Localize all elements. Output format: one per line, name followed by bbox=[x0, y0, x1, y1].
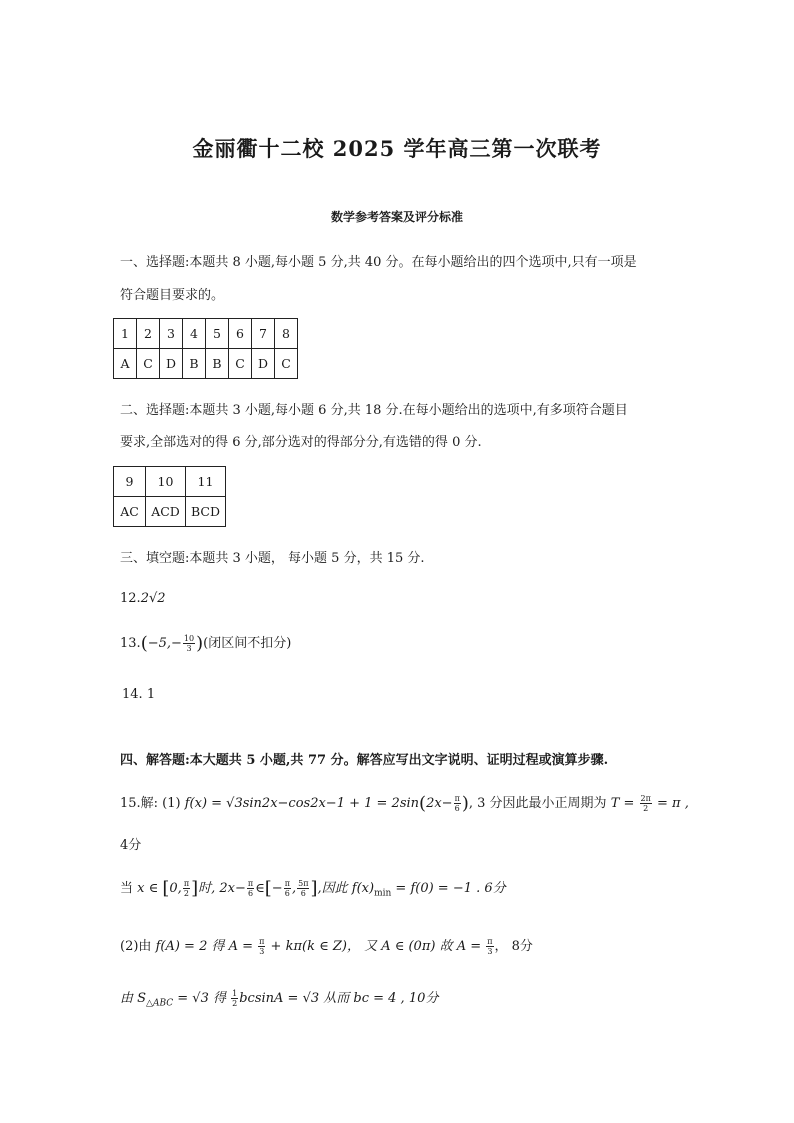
section1-intro-line2: 符合题目要求的。 bbox=[120, 288, 225, 303]
math-segment: = f(0) = −1 . 6分 bbox=[391, 881, 506, 896]
q14-answer: 1 bbox=[146, 687, 156, 702]
math-segment: f(A) = 2 得 A = bbox=[155, 939, 258, 954]
math-segment: = √3 得 bbox=[173, 991, 231, 1006]
question-number: 6 bbox=[229, 319, 252, 349]
question-number: 2 bbox=[137, 319, 160, 349]
subscript-min: min bbox=[374, 888, 392, 899]
section2-intro-line1: 二、选择题:本题共 3 小题,每小题 6 分,共 18 分.在每小题给出的选项中,有多项符合题目 bbox=[120, 403, 628, 418]
text-segment: (2)由 bbox=[120, 939, 156, 954]
answer-cell: BCD bbox=[186, 497, 226, 527]
text-segment: 当 bbox=[120, 881, 138, 896]
math-segment: 时, 2x− bbox=[198, 881, 246, 896]
section1-intro-line1: 一、选择题:本题共 8 小题,每小题 5 分,共 40 分。在每小题给出的四个选项中,只有一项是 bbox=[120, 255, 637, 270]
text-segment: ， 8分 bbox=[494, 939, 533, 954]
q15-expression: f(x) = √3sin2x−cos2x−1 + 1 = 2sin bbox=[184, 796, 420, 811]
fraction-pi-6: $\frac{\pi}{6}$ bbox=[284, 879, 290, 898]
section1-answer-table bbox=[113, 318, 298, 379]
math-segment: ,因此 f(x) bbox=[317, 881, 375, 896]
q13-answer-part: −5,− bbox=[147, 636, 182, 651]
subscript-triangle: △ABC bbox=[146, 998, 174, 1009]
question-number: 9 bbox=[114, 467, 146, 497]
fraction-5pi-6: $\frac{5\pi}{6}$ bbox=[298, 879, 309, 898]
question-number: 3 bbox=[160, 319, 183, 349]
question-number: 4 bbox=[183, 319, 206, 349]
q13-fraction: $\frac{10}{3}$ bbox=[183, 634, 195, 653]
q15-interval-line: 当 x ∈ [0, $\frac{\pi}{2}$ ]时, 2x− $\frac{\pi}{6}$ ∈[− $\frac{\pi}{6}$ , $\frac{5\pi}{6}$ ],因此 $f(x)_{min} = f(0) = -1$ . 6分 bbox=[120, 878, 506, 899]
q15-part2-line bbox=[120, 935, 533, 956]
fraction-1-2: $\frac{1}{2}$ bbox=[232, 989, 238, 1008]
q15-period-value: = π , bbox=[652, 796, 689, 811]
table-row-answers bbox=[114, 349, 298, 379]
answer-q13: 13.(−5,− $\frac{10}{3}$ )(闭区间不扣分) bbox=[120, 633, 292, 654]
section4-intro: 四、解答题:本大题共 5 小题,共 77 分。解答应写出文字说明、证明过程或演算步骤. bbox=[120, 753, 609, 768]
math-segment: ∈ bbox=[255, 881, 265, 896]
q15-inner: 2x− bbox=[426, 796, 453, 811]
answer-cell: B bbox=[206, 349, 229, 379]
answer-cell: C bbox=[229, 349, 252, 379]
math-segment: 由 S bbox=[120, 991, 147, 1006]
q13-note: (闭区间不扣分) bbox=[203, 636, 292, 651]
answer-q14 bbox=[122, 687, 155, 702]
math-segment: + kπ(k ∈ Z)， 又 A ∈ (0π) 故 A = bbox=[266, 939, 486, 954]
table-row-answers bbox=[114, 497, 226, 527]
fraction-pi-3: $\frac{\pi}{3}$ bbox=[487, 937, 493, 956]
answer-cell: D bbox=[252, 349, 275, 379]
fraction-pi-6: $\frac{\pi}{6}$ bbox=[247, 879, 254, 898]
math-segment: − bbox=[271, 881, 283, 896]
answer-cell: ACD bbox=[146, 497, 186, 527]
question-number: 10 bbox=[146, 467, 186, 497]
question-number: 5 bbox=[206, 319, 229, 349]
fraction-pi-3: $\frac{\pi}{3}$ bbox=[259, 937, 265, 956]
q12-label: 12. bbox=[120, 591, 141, 606]
fraction-2pi-2: $\frac{2\pi}{2}$ bbox=[640, 794, 651, 813]
math-segment: x ∈ bbox=[137, 881, 163, 896]
section2-intro-line2: 要求,全部选对的得 6 分,部分选对的得部分分,有选错的得 0 分. bbox=[120, 435, 482, 450]
q15-prefix: 15.解: (1) bbox=[120, 796, 185, 811]
fraction-pi-2: $\frac{\pi}{2}$ bbox=[183, 879, 190, 898]
q15-area-line bbox=[120, 987, 438, 1009]
q15-period-text: , 3 分因此最小正周期为 bbox=[468, 796, 611, 811]
answer-cell: D bbox=[160, 349, 183, 379]
page-subtitle: 数学参考答案及评分标准 bbox=[330, 210, 463, 224]
table-row-questions bbox=[114, 319, 298, 349]
answer-cell: C bbox=[137, 349, 160, 379]
question-number: 8 bbox=[275, 319, 298, 349]
answer-cell: C bbox=[275, 349, 298, 379]
q12-answer: 2√2 bbox=[140, 591, 166, 606]
question-number: 1 bbox=[114, 319, 137, 349]
question-number: 11 bbox=[186, 467, 226, 497]
fraction-pi-6: $\frac{\pi}{6}$ bbox=[454, 794, 460, 813]
q15-part1-line: 15.解: (1) f(x) = √3sin2x−cos2x−1 + 1 = 2sin(2x− $\frac{\pi}{6}$ ), 3 分因此最小正周期为 T = $\frac{2\pi}{2}$ = π , bbox=[120, 793, 689, 814]
section2-answer-table bbox=[113, 466, 226, 527]
q15-period-T: T = bbox=[610, 796, 639, 811]
page-title: 金丽衢十二校 2025 学年高三第一次联考 bbox=[192, 136, 602, 161]
answer-cell: A bbox=[114, 349, 137, 379]
table-row-questions bbox=[114, 467, 226, 497]
question-number: 7 bbox=[252, 319, 275, 349]
answer-cell: B bbox=[183, 349, 206, 379]
math-segment: bcsinA = √3 从而 bc = 4 , 10分 bbox=[239, 991, 439, 1006]
q13-label: 13. bbox=[120, 636, 141, 651]
q14-label: 14. bbox=[122, 687, 143, 702]
answer-q12 bbox=[120, 591, 166, 606]
q15-score-4: 4分 bbox=[120, 838, 142, 853]
section3-intro: 三、填空题:本题共 3 小题， 每小题 5 分，共 15 分. bbox=[120, 551, 425, 566]
answer-cell: AC bbox=[114, 497, 146, 527]
